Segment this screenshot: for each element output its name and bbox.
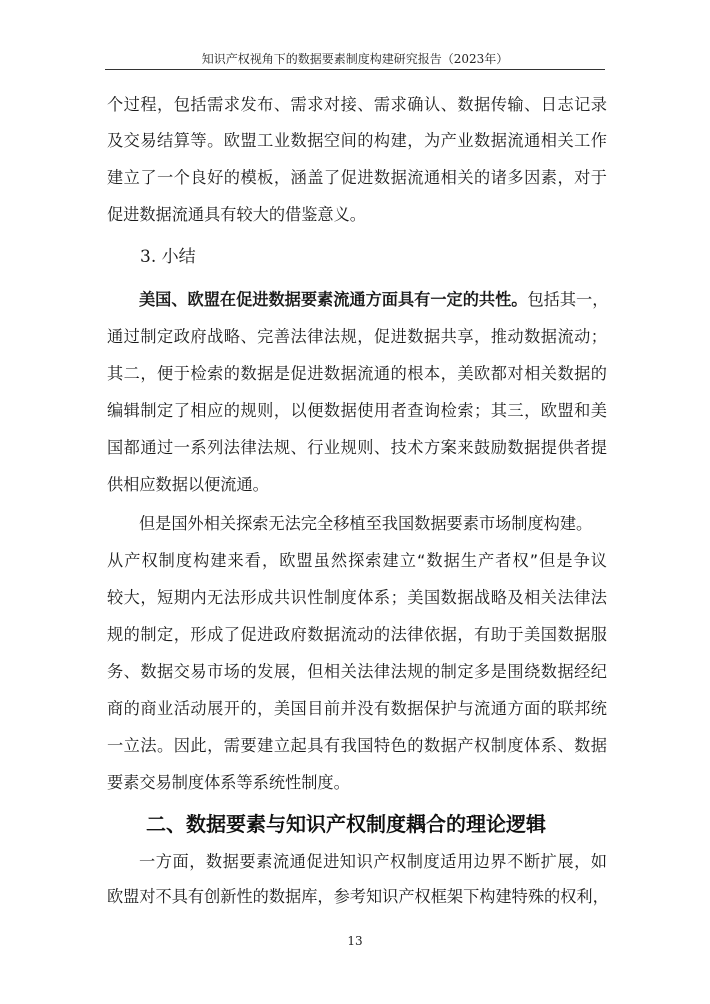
text-line: 从产权制度构建来看，欧盟虽然探索建立“数据生产者权”但是争议 <box>107 551 607 570</box>
section-heading-theory: 二、数据要素与知识产权制度耦合的理论逻辑 <box>146 812 546 836</box>
running-header: 知识产权视角下的数据要素制度构建研究报告（2023年） <box>201 52 509 66</box>
text-line: 建立了一个良好的模板，涵盖了促进数据流通相关的诸多因素，对于 <box>107 168 607 187</box>
text-line: 一方面，数据要素流通促进知识产权制度适用边界不断扩展，如 <box>139 852 607 871</box>
text-line: 及交易结算等。欧盟工业数据空间的构建，为产业数据流通相关工作 <box>107 131 607 150</box>
text-line-lead <box>139 290 607 310</box>
text-line: 要素交易制度体系等系统性制度。 <box>107 773 350 792</box>
header-divider <box>105 69 605 70</box>
text-line: 编辑制定了相应的规则，以便数据使用者查询检索；其三，欧盟和美 <box>107 401 607 420</box>
text-line: 通过制定政府战略、完善法律法规，促进数据共享，推动数据流动； <box>107 327 607 346</box>
text-line: 规的制定，形成了促进政府数据流动的法律依据，有助于美国数据服 <box>107 625 607 644</box>
bold-lead-sentence: 美国、欧盟在促进数据要素流通方面具有一定的共性。 <box>139 290 528 309</box>
text-line: 其二，便于检索的数据是促进数据流通的根本，美欧都对相关数据的 <box>107 364 607 383</box>
text-line: 个过程，包括需求发布、需求对接、需求确认、数据传输、日志记录 <box>107 95 607 114</box>
text-line: 一立法。因此，需要建立起具有我国特色的数据产权制度体系、数据 <box>107 736 607 755</box>
text-line: 供相应数据以便流通。 <box>107 475 269 494</box>
text-line: 务、数据交易市场的发展，但相关法律法规的制定多是围绕数据经纪 <box>107 662 607 681</box>
section-heading-summary: 3. 小结 <box>140 247 196 267</box>
bold-lead-sentence: 但是国外相关探索无法完全移植至我国数据要素市场制度构建。 <box>139 514 593 533</box>
text-line: 较大，短期内无法形成共识性制度体系；美国数据战略及相关法律法 <box>107 588 607 607</box>
text-line: 欧盟对不具有创新性的数据库，参考知识产权框架下构建特殊的权利， <box>107 887 609 906</box>
text-line: 国都通过一系列法律法规、行业规则、技术方案来鼓励数据提供者提 <box>107 438 607 457</box>
text-line: 促进数据流通具有较大的借鉴意义。 <box>107 205 366 224</box>
page-number: 13 <box>347 934 363 948</box>
lead-continuation: 包括其一， <box>527 290 609 309</box>
text-line: 商的商业活动展开的，美国目前并没有数据保护与流通方面的联邦统 <box>107 699 607 718</box>
